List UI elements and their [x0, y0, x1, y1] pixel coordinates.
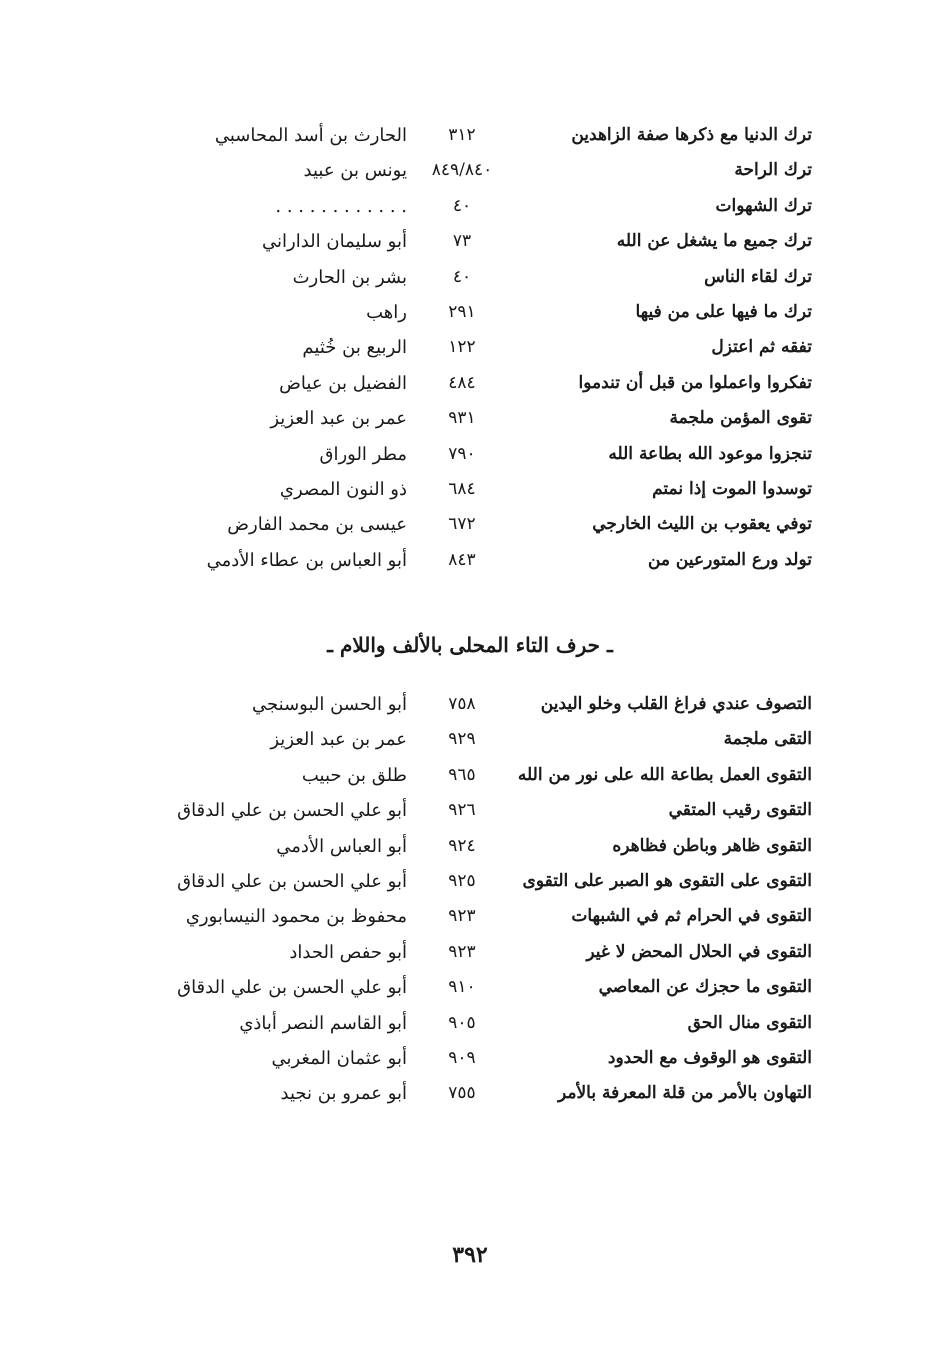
page-reference: ٣١٢ [448, 125, 476, 145]
index-row [0, 118, 940, 153]
index-row [0, 189, 940, 224]
speaker-name: أبو الحسن البوسنجي [252, 694, 407, 715]
index-row [0, 224, 940, 259]
page-reference: ٤٠ [452, 195, 472, 216]
index-table-top [0, 118, 940, 578]
index-row [0, 687, 940, 722]
section-heading: ـ حرف التاء المحلى بالألف واللام ـ [327, 633, 613, 657]
index-row [0, 295, 940, 330]
page-reference: ٨٤٩/٨٤٠ [431, 160, 493, 181]
index-row [0, 758, 940, 793]
page-reference: ٤٨٤ [448, 372, 476, 393]
saying-text: تقوى المؤمن ملجمة [669, 408, 812, 429]
speaker-name: الربيع بن خُثيم [302, 337, 407, 359]
index-row [0, 935, 940, 970]
speaker-name: . . . . . . . . . . . . [275, 195, 407, 217]
saying-text: التقوى ظاهر وباطن فظاهره [612, 835, 812, 856]
speaker-name: راهب [366, 301, 407, 323]
saying-text: تفكروا واعملوا من قبل أن تندموا [578, 372, 812, 393]
saying-text: تنجزوا موعود الله بطاعة الله [608, 443, 812, 464]
saying-text: ترك جميع ما يشغل عن الله [616, 231, 812, 252]
page-reference: ٩٢٣ [448, 906, 476, 927]
page-reference: ٦٧٢ [448, 514, 476, 535]
speaker-name: الحارث بن أسد المحاسبي [214, 125, 407, 146]
index-row [0, 437, 940, 472]
speaker-name: أبو سليمان الداراني [262, 231, 407, 253]
saying-text: ترك الشهوات [715, 195, 812, 216]
page-reference: ٧٣ [452, 231, 472, 252]
speaker-name: أبو العباس الأدمي [276, 835, 407, 857]
index-row [0, 507, 940, 542]
speaker-name: يونس بن عبيد [303, 160, 407, 182]
saying-text: توسدوا الموت إذا نمتم [652, 478, 812, 499]
saying-text: ترك ما فيها على من فيها [635, 301, 812, 322]
speaker-name: محفوظ بن محمود النيسابوري [185, 906, 407, 928]
page-reference: ٩٢٥ [448, 870, 476, 891]
page-reference: ٩٦٥ [448, 764, 476, 785]
speaker-name: عمر بن عبد العزيز [270, 729, 407, 751]
page-reference: ٩٣١ [448, 408, 476, 429]
page-reference: ٤٠ [452, 266, 472, 287]
page-reference: ٩٢٦ [448, 800, 476, 821]
speaker-name: أبو علي الحسن بن علي الدقاق [177, 800, 407, 822]
index-row [0, 330, 940, 365]
saying-text: التقوى رقيب المتقي [668, 800, 812, 821]
saying-text: التقوى ما حجزك عن المعاصي [598, 977, 812, 998]
speaker-name: أبو حفص الحداد [289, 941, 407, 963]
saying-text: التصوف عندي فراغ القلب وخلو اليدين [540, 694, 812, 714]
speaker-name: عيسى بن محمد الفارض [227, 514, 407, 536]
page-reference: ٢٩١ [448, 301, 476, 322]
saying-text: ترك لقاء الناس [704, 266, 812, 287]
saying-text: التقوى على التقوى هو الصبر على التقوى [522, 870, 812, 891]
speaker-name: عمر بن عبد العزيز [270, 408, 407, 430]
saying-text: تفقه ثم اعتزل [711, 337, 812, 358]
index-row [0, 1006, 940, 1041]
saying-text: التقوى العمل بطاعة الله على نور من الله [517, 764, 812, 785]
index-row [0, 472, 940, 507]
page-reference: ٩٢٩ [448, 729, 476, 750]
index-row [0, 401, 940, 436]
saying-text: ترك الراحة [734, 160, 812, 181]
page-reference: ٦٨٤ [448, 478, 476, 499]
saying-text: التقى ملجمة [723, 729, 812, 750]
index-row [0, 864, 940, 899]
speaker-name: مطر الوراق [319, 443, 407, 465]
saying-text: التقوى هو الوقوف مع الحدود [607, 1047, 812, 1068]
saying-text: التقوى منال الحق [687, 1012, 812, 1033]
speaker-name: أبو عثمان المغربي [271, 1047, 407, 1069]
page-reference: ٩٢٣ [448, 941, 476, 962]
index-row [0, 366, 940, 401]
speaker-name: أبو العباس بن عطاء الأدمي [206, 549, 407, 571]
saying-text: التقوى في الحلال المحض لا غير [586, 941, 812, 962]
page-reference: ٩٠٩ [448, 1047, 476, 1068]
page-reference: ٧٩٠ [448, 443, 476, 464]
speaker-name: أبو القاسم النصر أباذي [239, 1012, 407, 1034]
index-row [0, 153, 940, 188]
speaker-name: بشر بن الحارث [292, 266, 407, 288]
index-row [0, 793, 940, 828]
index-row [0, 543, 940, 578]
page-reference: ٩٠٥ [448, 1012, 476, 1033]
saying-text: ترك الدنيا مع ذكرها صفة الزاهدين [571, 125, 812, 145]
saying-text: التهاون بالأمر من قلة المعرفة بالأمر [558, 1083, 812, 1104]
saying-text: التقوى في الحرام ثم في الشبهات [571, 906, 812, 927]
speaker-name: أبو علي الحسن بن علي الدقاق [177, 977, 407, 999]
page-reference: ١٢٢ [448, 337, 476, 358]
page-reference: ٩٢٤ [448, 835, 476, 856]
speaker-name: ذو النون المصري [279, 478, 407, 500]
index-row [0, 1041, 940, 1076]
index-row [0, 829, 940, 864]
saying-text: تولد ورع المتورعين من [647, 549, 812, 570]
index-row [0, 1076, 940, 1111]
speaker-name: الفضيل بن عياض [279, 372, 407, 394]
saying-text: توفي يعقوب بن الليث الخارجي [592, 514, 812, 535]
index-row [0, 899, 940, 934]
index-row [0, 722, 940, 757]
speaker-name: طلق بن حبيب [301, 764, 407, 786]
index-row [0, 970, 940, 1005]
index-table-bottom [0, 687, 940, 1112]
page-reference: ٧٥٥ [448, 1083, 476, 1104]
page-number: ٣٩٢ [452, 1242, 488, 1268]
page-reference: ٨٤٣ [448, 549, 476, 570]
speaker-name: أبو عمرو بن نجيد [280, 1083, 407, 1105]
index-row [0, 260, 940, 295]
page-reference: ٩١٠ [448, 977, 476, 998]
page-reference: ٧٥٨ [448, 694, 476, 714]
speaker-name: أبو علي الحسن بن علي الدقاق [177, 870, 407, 892]
